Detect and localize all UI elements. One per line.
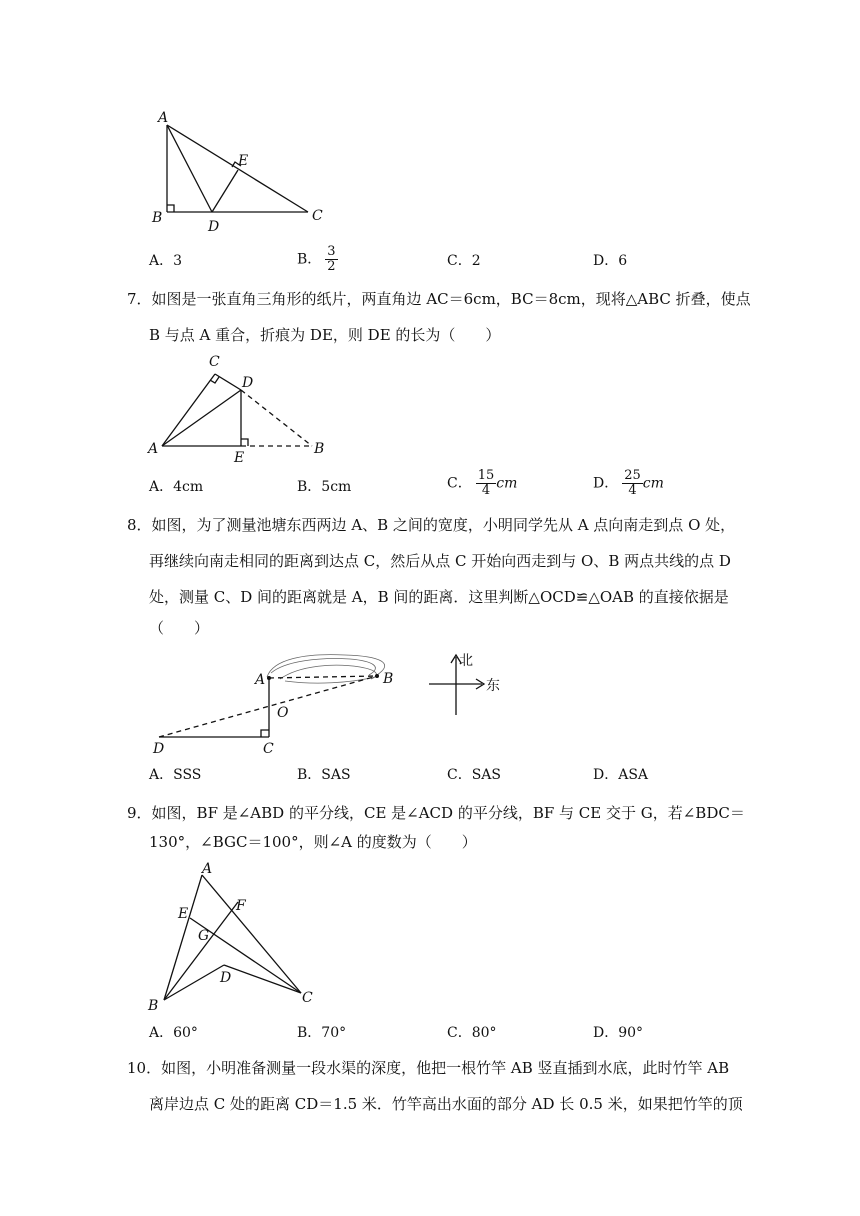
q8-label-d: D (153, 741, 165, 755)
q7-option-d-unit: cm (642, 475, 664, 492)
q9-option-c: C．80° (447, 1025, 497, 1041)
q10-stem-line-1: 10．如图，小明准备测量一段水渠的深度，他把一根竹竿 AB 竖直插到水底，此时竹竿 AB (127, 1059, 730, 1077)
q8-option-b: B．SAS (297, 767, 351, 783)
q7-option-d-denominator: 4 (628, 483, 637, 498)
q6-option-b-numerator: 3 (327, 244, 336, 259)
q6-option-d: D．6 (593, 253, 628, 269)
q8-compass-east-label: 东 (486, 678, 500, 694)
q8-option-a: A．SSS (149, 767, 202, 783)
q8-label-b: B (383, 671, 394, 687)
q7-dashed-db (241, 390, 312, 446)
q7-label-c: C (209, 354, 220, 370)
q8-stem-line-2: 再继续向南走相同的距离到达点 C，然后从点 C 开始向西走到与 O、B 两点共线的点 D (149, 552, 731, 570)
q7-option-c (447, 469, 517, 498)
q6-label-d: D (208, 219, 220, 235)
q8-compass-north-label: 北 (459, 653, 473, 669)
q6-option-a: A．3 (149, 253, 183, 269)
q6-segment-de (212, 170, 238, 212)
q8-label-o: O (277, 705, 289, 721)
q6-option-b-prefix: B． (297, 251, 322, 268)
q9-label-d: D (220, 970, 232, 986)
q10-stem-line-2: 离岸边点 C 处的距离 CD＝1.5 米．竹竿高出水面的部分 AD 长 0.5 米，如果把竹竿的顶 (149, 1095, 743, 1113)
q7-label-d: D (242, 375, 254, 391)
q8-point-b (375, 674, 379, 678)
q8-label-a: A (255, 672, 266, 688)
q6-figure (140, 105, 340, 240)
q7-stem-line-2: B 与点 A 重合，折痕为 DE，则 DE 的长为（ ） (149, 326, 501, 344)
q8-pond-sketch (267, 655, 385, 683)
q8-dashed-db (159, 676, 377, 737)
q9-label-g: G (198, 928, 210, 944)
q7-option-b: B．5cm (297, 479, 352, 495)
q9-label-f: F (236, 898, 246, 914)
q7-side-ac (162, 374, 215, 446)
q8-stem-line-1: 8．如图，为了测量池塘东西两边 A、B 之间的宽度，小明同学先从 A 点向南走到点 O 处， (127, 516, 736, 534)
q6-label-b: B (152, 210, 163, 226)
q8-compass (429, 655, 484, 715)
q7-option-d (593, 469, 664, 498)
q7-right-angle-e (241, 439, 248, 446)
q9-option-d: D．90° (593, 1025, 644, 1041)
q6-option-b (297, 245, 338, 274)
q7-option-d-prefix: D． (593, 475, 619, 492)
q7-label-b: B (314, 441, 325, 457)
q9-stem-line-2: 130°，∠BGC＝100°，则∠A 的度数为（ ） (149, 833, 477, 851)
q8-stem-line-3: 处，测量 C、D 间的距离就是 A，B 间的距离．这里判断△OCD≌△OAB 的直接依据是 (149, 588, 729, 606)
q6-label-a: A (158, 110, 169, 126)
q7-label-e: E (234, 450, 245, 465)
q9-option-a: A．60° (149, 1025, 198, 1041)
q6-option-b-denominator: 2 (327, 259, 336, 274)
q8-stem-line-4: （ ） (149, 619, 210, 637)
q7-option-c-fraction (476, 469, 497, 498)
q7-option-d-numerator: 25 (624, 468, 641, 483)
q7-option-a: A．4cm (149, 479, 204, 495)
q7-stem-line-1: 7．如图是一张直角三角形的纸片，两直角边 AC＝6cm，BC＝8cm，现将△ABC 折叠，使点 (127, 290, 751, 308)
q7-option-c-numerator: 15 (477, 468, 495, 483)
q6-label-c: C (312, 208, 323, 224)
q6-option-b-fraction (325, 245, 337, 274)
q6-segment-ad (167, 125, 212, 212)
q7-segment-cd (215, 374, 241, 390)
q8-figure (145, 645, 515, 755)
q6-option-c: C．2 (447, 253, 481, 269)
q9-label-c: C (302, 990, 313, 1006)
q9-label-a: A (202, 861, 213, 877)
q9-figure (140, 858, 330, 1016)
q7-option-c-prefix: C． (447, 475, 472, 492)
q8-dashed-ab (269, 676, 377, 678)
q7-label-a: A (148, 441, 159, 457)
q9-label-b: B (148, 998, 159, 1014)
q7-option-d-fraction (622, 469, 643, 498)
q9-stem-line-1: 9．如图，BF 是∠ABD 的平分线，CE 是∠ACD 的平分线，BF 与 CE 交于 G，若∠BDC＝ (127, 804, 745, 822)
q8-option-d: D．ASA (593, 767, 649, 783)
q8-option-c: C．SAS (447, 767, 502, 783)
q7-figure (140, 350, 340, 465)
q7-segment-ad (162, 390, 241, 446)
q8-point-a (267, 676, 271, 680)
q9-option-b: B．70° (297, 1025, 347, 1041)
q8-label-c: C (263, 741, 274, 755)
q7-option-c-denominator: 4 (481, 483, 491, 498)
q7-option-c-unit: cm (496, 475, 518, 492)
q8-right-angle-c (261, 730, 269, 737)
q6-right-angle-b (167, 205, 174, 212)
q9-label-e: E (178, 906, 189, 922)
q6-label-e: E (238, 153, 249, 169)
